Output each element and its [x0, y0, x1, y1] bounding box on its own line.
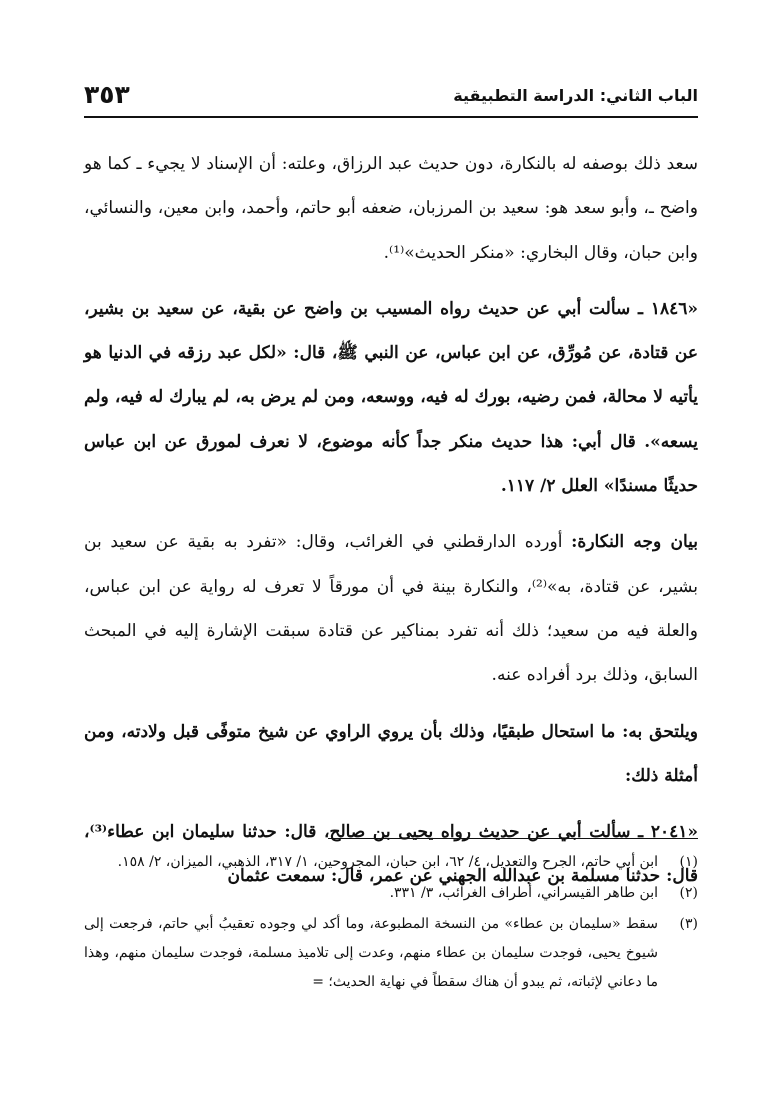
- page-number: ٣٥٣: [84, 80, 130, 109]
- paragraph-related-category: ويلتحق به: ما استحال طبقيًا، وذلك بأن يروي الراوي عن شيخ متوفًى قبل ولادته، ومن أمثلة ذلك:: [84, 721, 698, 786]
- main-text: [84, 142, 698, 899]
- footnotes: [84, 848, 698, 999]
- chapter-title: الباب الثاني: الدراسة التطبيقية: [453, 86, 698, 105]
- footnote-separator: [328, 838, 698, 839]
- explanation-label: بيان وجه النكارة:: [571, 532, 698, 553]
- footnote-text: ابن أبي حاتم، الجرح والتعديل، ٤/ ٦٢، ابن حبان، المجروحين، ١/ ٣١٧، الذهبي، الميزان، ٢/ ١٥٨.: [117, 854, 658, 870]
- footnote-number: (٣): [679, 916, 698, 932]
- footnote-number: (٢): [679, 885, 698, 901]
- paragraph-analysis: سعد ذلك بوصفه له بالنكارة، دون حديث عبد الرزاق، وعلته: أن الإسناد لا يجيء ـ كما هو واضح ـ، وأبو سعد هو: سعيد بن المرزبان، ضعفه أبو حاتم، وأحمد، وابن معين، والنسائي، وابن حبان، وقال البخاري: «منكر الحديث»⁽¹⁾.: [84, 154, 698, 263]
- paragraph-nakara-explanation: [84, 520, 698, 697]
- footnote-number: (١): [679, 854, 698, 870]
- quote-hadith-1846: «١٨٤٦ ـ سألت أبي عن حديث رواه المسيب بن واضح عن بقية، عن سعيد بن بشير، عن قتادة، عن مُورِّق، عن ابن عباس، عن النبي ﷺ، قال: «لكل عبد رزقه في الدنيا هو يأتيه لا محالة، فمن رضيه، بورك له فيه، ووسعه، ومن لم يرض به، لم يبارك له فيه، ولم يسعه». قال أبي: هذا حديث منكر جداً كأنه موضوع، لا نعرف لمورق عن ابن عباس حديثًا مسندًا» العلل ٢/ ١١٧.: [84, 298, 698, 497]
- footnote-item: [84, 910, 698, 997]
- footnote-item: [84, 848, 698, 877]
- footnote-text: سقط «سليمان بن عطاء» من النسخة المطبوعة، وما أكد لي وجوده تعقيبُ أبي حاتم، فرجعت إلى شيوخ يحيى، فوجدت سليمان بن عطاء منهم، وعدت إلى تلاميذ مسلمة، فوجدت سليمان منهم، وهذا ما دعاني لإثباته، ثم يبدو أن هناك سقطاً في نهاية الحديث؛ =: [84, 916, 658, 990]
- footnote-item: [84, 879, 698, 908]
- quote-hadith-2041: «٢٠٤١ ـ سألت أبي عن حديث رواه يحيى بن صالح، قال: حدثنا سليمان ابن عطاء⁽³⁾، قال: حدثنا مسلمة بن عبدالله الجهني عن عمر، قال: سمعت عثمان: [84, 822, 698, 887]
- explanation-text: أورده الدارقطني في الغرائب، وقال: «تفرد به بقية عن سعيد بن بشير، عن قتادة، به»⁽²⁾، والنكارة بينة في أن مورقاً لا تعرف له رواية عن ابن عباس، والعلة فيه من سعيد؛ ذلك أنه تفرد بمناكير عن قتادة سبقت الإشارة إليه في المبحث السابق، وذلك برد أفراده عنه.: [84, 532, 698, 686]
- running-header: [84, 80, 698, 118]
- footnote-text: ابن طاهر القيسراني، أطراف الغرائب، ٣/ ٣٣١.: [389, 885, 658, 901]
